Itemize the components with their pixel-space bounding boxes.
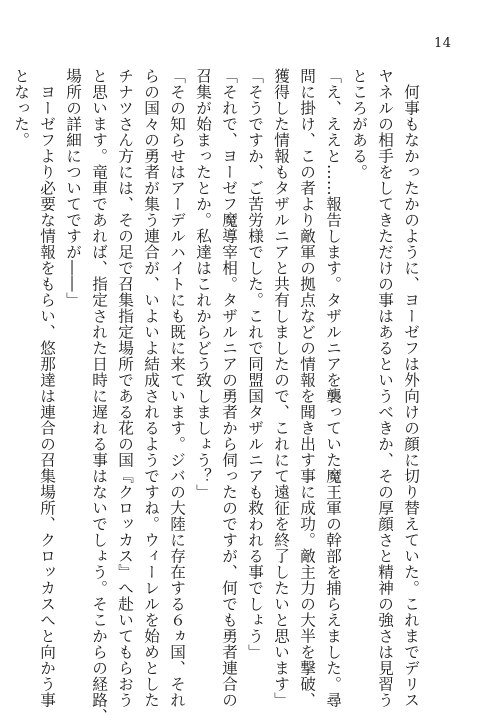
page-number: 14 [434, 36, 452, 51]
text-line: 召集が始まったとか。私達はこれからどう致しましょう？」 [194, 68, 212, 500]
text-line: 「そうですか、ご苦労様でした。これで同盟国タザルニアも救われる事でしょう」 [246, 68, 264, 660]
text-line: 「その知らせはアーデルハイトにも既に来ています。ジバの大陸に存在する６ヵ国、それ [168, 68, 186, 708]
text-line: らの国々の勇者が集う連合が、いよいよ結成されるようですね。ウィーレルを始めとした [142, 68, 160, 708]
text-line: となった。 [12, 68, 30, 148]
text-line: ところがある。 [350, 68, 368, 180]
text-line: 獲得した情報もタザルニアと共有しましたので、これにて遠征を終了したいと思います」 [272, 68, 290, 708]
text-line: 問に掛け、この者より敵軍の拠点などの情報を聞き出す事に成功。敵主力の大半を撃破、 [298, 68, 316, 708]
vertical-text-body [8, 68, 424, 724]
text-line: 場所の詳細についてですが――」 [64, 68, 82, 308]
text-line: 「それで、ヨーゼフ魔導宰相。タザルニアの勇者から伺ったのですが、何でも勇者連合の [220, 68, 238, 708]
text-line: ヤネルの相手をしてきただけの事はあるというべきか、その厚顔さと精神の強さは見習う [376, 68, 394, 708]
text-line: 「え、ええと……報告します。タザルニアを襲っていた魔王軍の幹部を捕らえました。尋 [324, 68, 342, 708]
text-line: ヨーゼフより必要な情報をもらい、悠那達は連合の召集場所、クロッカスへと向かう事 [38, 68, 56, 708]
text-line: 何事もなかったかのように、ヨーゼフは外向けの顔に切り替えていた。これまでデリス [402, 68, 420, 708]
text-line: と思います。竜車であれば、指定された日時に遅れる事はないでしょう。そこからの経路、 [90, 68, 108, 724]
text-line: チナツさん方には、その足で召集指定場所である花の国『クロッカス』へ赴いてもらおう [116, 68, 134, 708]
